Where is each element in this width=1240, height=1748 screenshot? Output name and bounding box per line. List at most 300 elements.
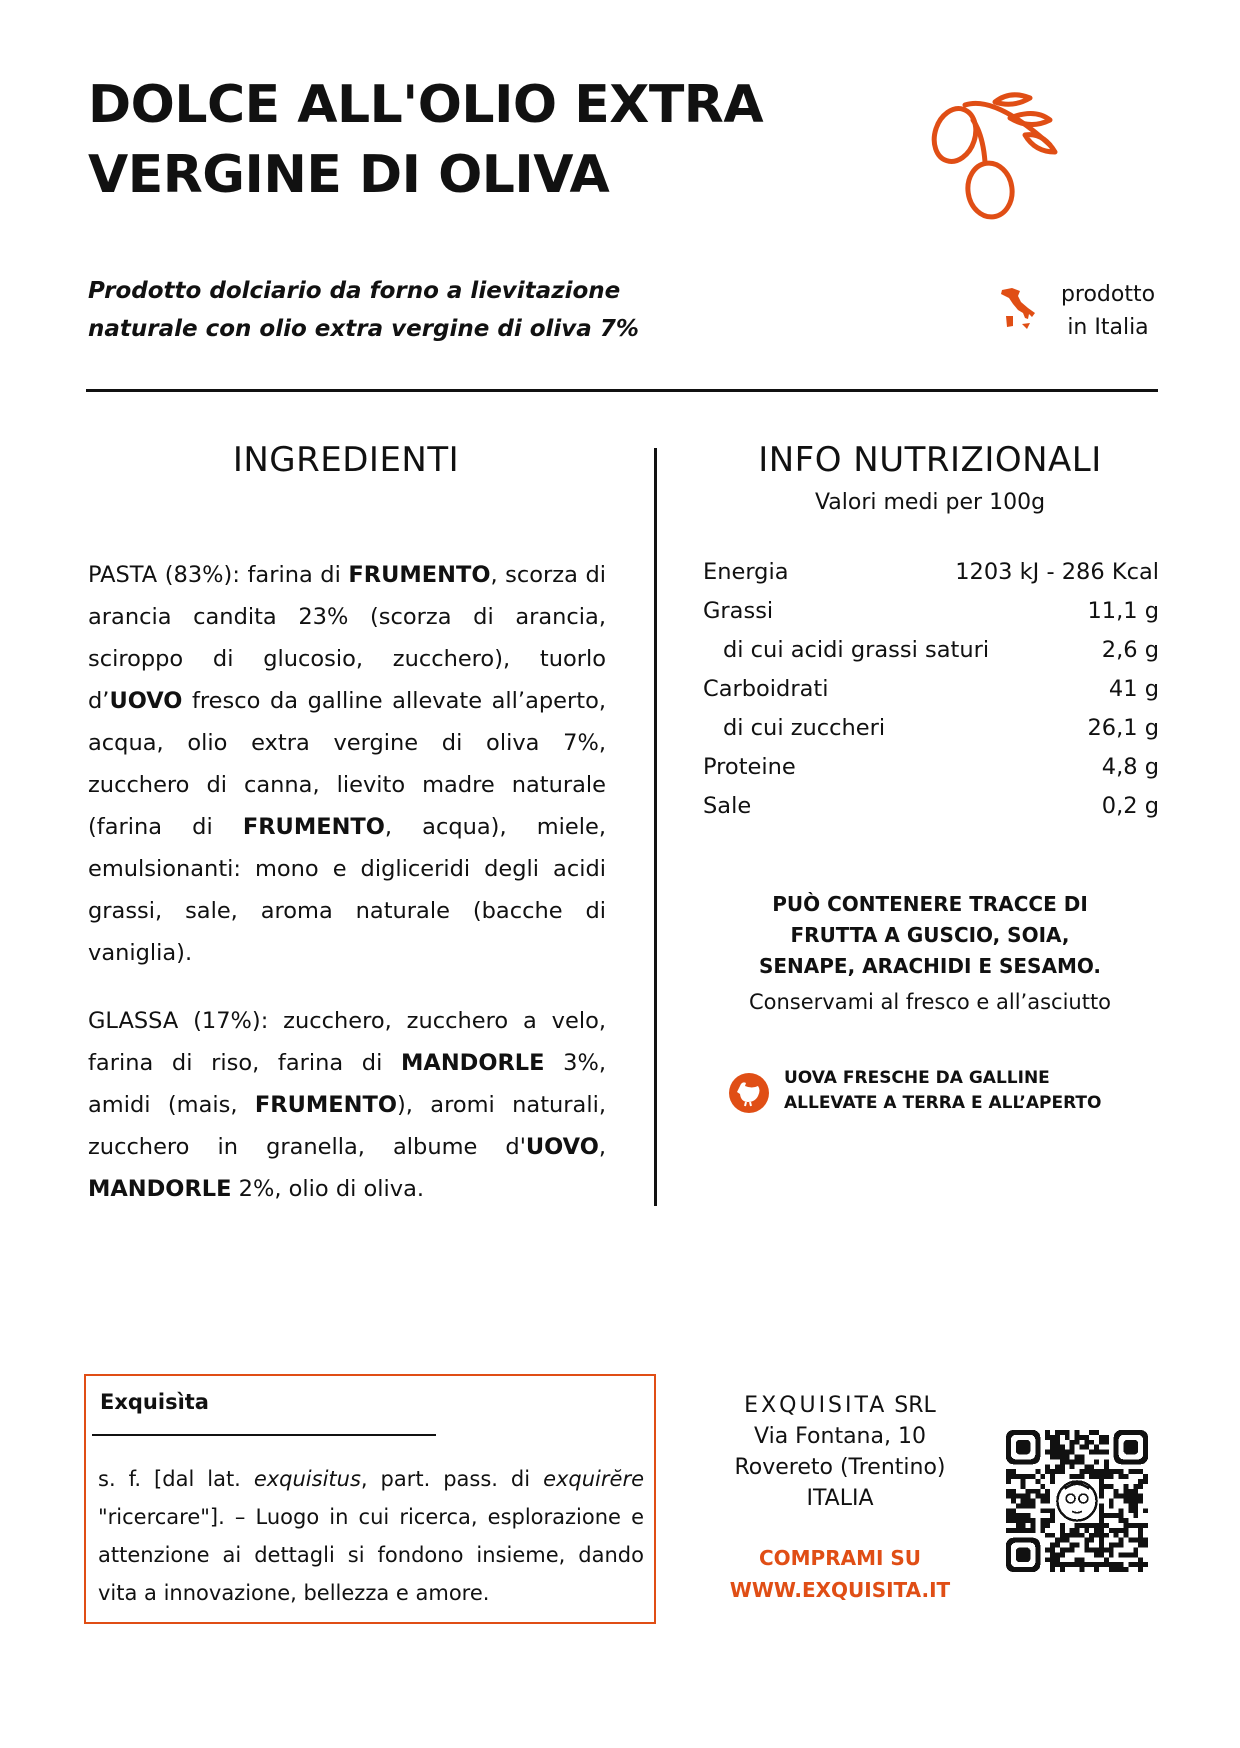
qr-module — [1128, 1508, 1133, 1513]
qr-module — [1119, 1562, 1124, 1567]
qr-module — [1045, 1508, 1050, 1513]
qr-module — [1060, 1430, 1065, 1435]
qr-module — [1138, 1557, 1143, 1562]
qr-module — [1114, 1494, 1119, 1499]
qr-module — [1050, 1567, 1055, 1572]
qr-module — [1124, 1489, 1129, 1494]
qr-module — [1128, 1538, 1133, 1543]
address-country: ITALIA — [806, 1486, 874, 1511]
qr-module — [1079, 1454, 1084, 1459]
qr-module — [1016, 1528, 1021, 1533]
nutrient-value: 11,1 g — [1087, 598, 1159, 624]
qr-module — [1109, 1543, 1114, 1548]
qr-module — [1006, 1508, 1011, 1513]
qr-module — [1133, 1499, 1138, 1504]
olive-branch-icon — [925, 90, 1065, 220]
qr-module — [1124, 1567, 1129, 1572]
nutrient-label: Grassi — [703, 598, 774, 624]
qr-module — [1070, 1543, 1075, 1548]
qr-module — [1119, 1513, 1124, 1518]
qr-module — [1099, 1562, 1104, 1567]
qr-module — [1094, 1552, 1099, 1557]
qr-module — [1089, 1430, 1094, 1435]
qr-module — [1084, 1528, 1089, 1533]
qr-module — [1104, 1533, 1109, 1538]
qr-module — [1021, 1494, 1026, 1499]
qr-module — [1045, 1557, 1050, 1562]
definition-divider — [92, 1434, 436, 1436]
eggs-text — [784, 1066, 1164, 1116]
qr-module — [1075, 1557, 1080, 1562]
qr-module — [1026, 1489, 1031, 1494]
qr-module — [1030, 1503, 1035, 1508]
qr-module — [1089, 1523, 1094, 1528]
qr-module — [1109, 1474, 1114, 1479]
qr-module — [1099, 1489, 1104, 1494]
product-title — [88, 70, 848, 210]
qr-module — [1026, 1518, 1031, 1523]
qr-module — [1016, 1503, 1021, 1508]
qr-module — [1070, 1528, 1075, 1533]
qr-module — [1070, 1464, 1075, 1469]
qr-module — [1114, 1513, 1119, 1518]
qr-module — [1138, 1494, 1143, 1499]
qr-module — [1099, 1543, 1104, 1548]
qr-module — [1035, 1494, 1040, 1499]
nutrition-row — [703, 592, 1159, 631]
qr-module — [1104, 1474, 1109, 1479]
qr-module — [1138, 1567, 1143, 1572]
qr-module — [1006, 1474, 1011, 1479]
qr-module — [1114, 1543, 1119, 1548]
title-line-1: DOLCE ALL'OLIO EXTRA — [88, 75, 764, 135]
qr-module — [1099, 1533, 1104, 1538]
qr-module — [1104, 1435, 1109, 1440]
qr-module — [1119, 1567, 1124, 1572]
qr-module — [1060, 1562, 1065, 1567]
qr-module — [1026, 1513, 1031, 1518]
qr-module — [1050, 1454, 1055, 1459]
qr-module — [1026, 1499, 1031, 1504]
qr-module — [1045, 1518, 1050, 1523]
qr-module — [1104, 1484, 1109, 1489]
nutrition-row — [703, 553, 1159, 592]
qr-module — [1133, 1513, 1138, 1518]
nutrient-value: 26,1 g — [1087, 715, 1159, 741]
qr-module — [1045, 1494, 1050, 1499]
nutrition-row — [703, 631, 1159, 670]
qr-module — [1114, 1567, 1119, 1572]
qr-module — [1065, 1562, 1070, 1567]
qr-module — [1021, 1499, 1026, 1504]
address-line-2: Rovereto (Trentino) — [734, 1455, 946, 1480]
qr-module — [1099, 1552, 1104, 1557]
qr-module — [1089, 1474, 1094, 1479]
qr-module — [1060, 1528, 1065, 1533]
qr-module — [1050, 1548, 1055, 1553]
website-url[interactable]: WWW.EXQUISITA.IT — [729, 1578, 951, 1602]
qr-module — [1119, 1508, 1124, 1513]
qr-module — [1104, 1548, 1109, 1553]
qr-module — [1084, 1445, 1089, 1450]
qr-module — [1065, 1450, 1070, 1455]
qr-module — [1075, 1533, 1080, 1538]
qr-module — [1124, 1474, 1129, 1479]
qr-module — [1143, 1562, 1148, 1567]
qr-module — [1084, 1464, 1089, 1469]
qr-module — [1128, 1494, 1133, 1499]
qr-module — [1070, 1533, 1075, 1538]
qr-module — [1119, 1538, 1124, 1543]
qr-module — [1030, 1489, 1035, 1494]
qr-module — [1079, 1445, 1084, 1450]
nutrition-row — [703, 670, 1159, 709]
allergen-highlight: FRUMENTO — [254, 1092, 397, 1118]
qr-module — [1060, 1459, 1065, 1464]
qr-module — [1124, 1552, 1129, 1557]
qr-module — [1079, 1533, 1084, 1538]
qr-module — [1021, 1518, 1026, 1523]
qr-module — [1099, 1503, 1104, 1508]
qr-module — [1094, 1469, 1099, 1474]
qr-module — [1079, 1562, 1084, 1567]
qr-module — [1045, 1464, 1050, 1469]
qr-module — [1099, 1474, 1104, 1479]
qr-module — [1119, 1474, 1124, 1479]
nutrient-value: 41 g — [1108, 676, 1159, 702]
qr-module — [1065, 1548, 1070, 1553]
qr-module — [1079, 1469, 1084, 1474]
ingredients-list — [88, 554, 606, 1210]
company-name — [700, 1390, 980, 1421]
qr-module — [1099, 1484, 1104, 1489]
qr-module — [1006, 1518, 1011, 1523]
qr-module — [1070, 1548, 1075, 1553]
qr-module — [1026, 1503, 1031, 1508]
qr-module — [1133, 1562, 1138, 1567]
qr-module — [1050, 1450, 1055, 1455]
qr-module — [1016, 1513, 1021, 1518]
definition-text: s. f. [dal lat. exquisitus, part. pass. di exquirĕre "ricercare"]. – Luogo in cui ricerca, esplorazione e attenzione ai dettagli si fondono insieme, dando vita a innovazione, bellezza e amore. — [98, 1467, 644, 1605]
qr-module — [1070, 1562, 1075, 1567]
qr-module — [1040, 1474, 1045, 1479]
qr-module — [1143, 1508, 1148, 1513]
qr-module — [1040, 1523, 1045, 1528]
qr-module — [1119, 1543, 1124, 1548]
qr-module — [1040, 1508, 1045, 1513]
qr-module — [1109, 1548, 1114, 1553]
qr-module — [1084, 1469, 1089, 1474]
qr-module — [1016, 1518, 1021, 1523]
qr-module — [1045, 1435, 1050, 1440]
qr-module — [1094, 1528, 1099, 1533]
qr-module — [1055, 1562, 1060, 1567]
qr-module — [1099, 1469, 1104, 1474]
qr-module — [1119, 1518, 1124, 1523]
qr-module — [1133, 1548, 1138, 1553]
qr-module — [1104, 1450, 1109, 1455]
qr-module — [1011, 1494, 1016, 1499]
qr-module — [1124, 1518, 1129, 1523]
nutrition-row — [703, 748, 1159, 787]
ingredients-pasta: PASTA (83%): farina di FRUMENTO, scorza di arancia candita 23% (scorza di arancia, sciroppo di glucosio, zucchero), tuorlo d’UOVO fresco da galline allevate all’aperto, acqua, olio extra vergine di oliva 7%, zucchero di canna, lievito madre naturale (farina di FRUMENTO, acqua), miele, emulsionanti: mono e digliceridi degli acidi grassi, sale, aroma naturale (bacche di vaniglia). — [88, 562, 607, 966]
allergen-highlight: FRUMENTO — [242, 814, 385, 840]
qr-module — [1104, 1464, 1109, 1469]
qr-code-icon[interactable] — [1006, 1430, 1148, 1572]
qr-module — [1133, 1538, 1138, 1543]
qr-module — [1128, 1552, 1133, 1557]
qr-module — [1006, 1489, 1011, 1494]
qr-module — [1006, 1528, 1011, 1533]
qr-module — [1089, 1538, 1094, 1543]
qr-module — [1035, 1469, 1040, 1474]
qr-module — [1065, 1533, 1070, 1538]
qr-module — [1065, 1459, 1070, 1464]
qr-module — [1094, 1548, 1099, 1553]
qr-module — [1099, 1435, 1104, 1440]
subtitle-line-2: naturale con olio extra vergine di oliva 7% — [88, 316, 639, 342]
qr-module — [1094, 1523, 1099, 1528]
qr-module — [1099, 1508, 1104, 1513]
origin-text — [1043, 278, 1173, 344]
qr-module — [1075, 1440, 1080, 1445]
hen-icon — [728, 1072, 770, 1114]
qr-module — [1045, 1489, 1050, 1494]
qr-module — [1099, 1518, 1104, 1523]
qr-module — [1030, 1474, 1035, 1479]
qr-module — [1060, 1464, 1065, 1469]
qr-module — [1045, 1430, 1050, 1435]
qr-center-face-icon — [1057, 1481, 1096, 1520]
qr-module — [1060, 1567, 1065, 1572]
qr-module — [1026, 1474, 1031, 1479]
qr-module — [1084, 1538, 1089, 1543]
qr-module — [1133, 1469, 1138, 1474]
qr-module — [1109, 1499, 1114, 1504]
qr-module — [1094, 1474, 1099, 1479]
nutrient-label: Sale — [703, 793, 752, 819]
qr-module — [1094, 1430, 1099, 1435]
qr-module — [1055, 1430, 1060, 1435]
origin-line-1: prodotto — [1060, 282, 1156, 307]
qr-module — [1128, 1469, 1133, 1474]
qr-module — [1026, 1528, 1031, 1533]
qr-module — [1109, 1469, 1114, 1474]
qr-module — [1133, 1508, 1138, 1513]
qr-module — [1109, 1528, 1114, 1533]
latin-word: exquirĕre — [543, 1467, 644, 1491]
qr-module — [1060, 1523, 1065, 1528]
qr-module — [1079, 1474, 1084, 1479]
qr-module — [1138, 1538, 1143, 1543]
qr-module — [1050, 1440, 1055, 1445]
qr-module — [1050, 1479, 1055, 1484]
qr-module — [1050, 1552, 1055, 1557]
qr-module — [1099, 1548, 1104, 1553]
nutrition-subheading: Valori medi per 100g — [814, 490, 1046, 515]
qr-module — [1050, 1533, 1055, 1538]
qr-module — [1104, 1562, 1109, 1567]
qr-module — [1138, 1562, 1143, 1567]
qr-module — [1011, 1499, 1016, 1504]
qr-module — [1124, 1528, 1129, 1533]
qr-module — [1133, 1484, 1138, 1489]
qr-module — [1060, 1552, 1065, 1557]
qr-module — [1070, 1459, 1075, 1464]
qr-module — [1050, 1435, 1055, 1440]
qr-module — [1104, 1459, 1109, 1464]
qr-module — [1040, 1528, 1045, 1533]
qr-module — [1099, 1523, 1104, 1528]
qr-module — [1143, 1479, 1148, 1484]
qr-module — [1021, 1484, 1026, 1489]
qr-module — [1089, 1562, 1094, 1567]
qr-module — [1016, 1523, 1021, 1528]
nutrient-label: Energia — [703, 559, 789, 585]
qr-module — [1075, 1454, 1080, 1459]
qr-module — [1138, 1533, 1143, 1538]
qr-module — [1084, 1435, 1089, 1440]
qr-module — [1021, 1513, 1026, 1518]
qr-module — [1050, 1513, 1055, 1518]
qr-module — [1109, 1567, 1114, 1572]
qr-module — [1030, 1528, 1035, 1533]
qr-module — [1133, 1489, 1138, 1494]
company-info — [700, 1390, 980, 1514]
qr-module — [1099, 1479, 1104, 1484]
qr-module — [1050, 1508, 1055, 1513]
qr-module — [1109, 1503, 1114, 1508]
qr-module — [1138, 1523, 1143, 1528]
qr-module — [1089, 1533, 1094, 1538]
qr-module — [1138, 1543, 1143, 1548]
qr-module — [1055, 1469, 1060, 1474]
qr-module — [1045, 1533, 1050, 1538]
qr-module — [1138, 1484, 1143, 1489]
column-divider — [654, 448, 657, 1206]
qr-module — [1099, 1450, 1104, 1455]
product-subtitle — [88, 272, 708, 348]
qr-module — [1089, 1464, 1094, 1469]
qr-module — [1016, 1494, 1021, 1499]
qr-module — [1011, 1489, 1016, 1494]
qr-module — [1011, 1518, 1016, 1523]
qr-module — [1124, 1523, 1129, 1528]
address-line-1: Via Fontana, 10 — [754, 1424, 926, 1449]
qr-module — [1011, 1528, 1016, 1533]
qr-module — [1070, 1474, 1075, 1479]
qr-module — [1065, 1435, 1070, 1440]
qr-module — [1099, 1528, 1104, 1533]
qr-module — [1119, 1528, 1124, 1533]
qr-module — [1006, 1469, 1011, 1474]
qr-module — [1030, 1518, 1035, 1523]
ingredients-heading: INGREDIENTI — [232, 440, 460, 480]
qr-module — [1050, 1543, 1055, 1548]
latin-word: exquisitus — [253, 1467, 361, 1491]
title-line-2: VERGINE DI OLIVA — [88, 145, 610, 205]
qr-module — [1075, 1528, 1080, 1533]
allergen-line-1: PUÒ CONTENERE TRACCE DI — [772, 892, 1088, 916]
qr-module — [1075, 1474, 1080, 1479]
qr-module — [1124, 1499, 1129, 1504]
qr-module — [1040, 1518, 1045, 1523]
qr-module — [1099, 1440, 1104, 1445]
qr-module — [1065, 1454, 1070, 1459]
qr-module — [1143, 1474, 1148, 1479]
qr-module — [1094, 1562, 1099, 1567]
qr-module — [1084, 1548, 1089, 1553]
qr-module — [1011, 1474, 1016, 1479]
qr-module — [1055, 1543, 1060, 1548]
qr-module — [1124, 1484, 1129, 1489]
nutrition-row — [703, 709, 1159, 748]
qr-module — [1099, 1494, 1104, 1499]
brand-name: EXQUISITA — [744, 1393, 888, 1418]
qr-module — [1084, 1543, 1089, 1548]
allergen-highlight: MANDORLE — [401, 1050, 545, 1076]
allergen-highlight: MANDORLE — [88, 1176, 232, 1202]
qr-module — [1114, 1562, 1119, 1567]
nutrient-value: 2,6 g — [1101, 637, 1159, 663]
ingredients-glassa: GLASSA (17%): zucchero, zucchero a velo, farina di riso, farina di MANDORLE 3%, amidi (mais, FRUMENTO), aromi naturali, zucchero in granella, albume d'UOVO, MANDORLE 2%, olio di oliva. — [88, 1008, 607, 1202]
qr-module — [1065, 1538, 1070, 1543]
qr-module — [1055, 1435, 1060, 1440]
qr-module — [1011, 1513, 1016, 1518]
qr-module — [1026, 1494, 1031, 1499]
eggs-line-2: ALLEVATE A TERRA E ALL’APERTO — [784, 1093, 1102, 1113]
nutrient-label: di cui zuccheri — [723, 715, 886, 741]
qr-module — [1050, 1445, 1055, 1450]
qr-module — [1094, 1567, 1099, 1572]
qr-module — [1021, 1503, 1026, 1508]
qr-module — [1006, 1494, 1011, 1499]
qr-module — [1128, 1503, 1133, 1508]
allergen-line-3: SENAPE, ARACHIDI E SESAMO. — [758, 954, 1102, 978]
qr-module — [1075, 1523, 1080, 1528]
qr-module — [1133, 1503, 1138, 1508]
qr-module — [1079, 1557, 1084, 1562]
qr-module — [1060, 1533, 1065, 1538]
qr-module — [1079, 1459, 1084, 1464]
qr-module — [1104, 1469, 1109, 1474]
qr-module — [1045, 1523, 1050, 1528]
qr-module — [1060, 1538, 1065, 1543]
qr-module — [1133, 1552, 1138, 1557]
qr-module — [1011, 1508, 1016, 1513]
qr-module — [1138, 1479, 1143, 1484]
qr-module — [1075, 1459, 1080, 1464]
qr-module — [1143, 1523, 1148, 1528]
qr-module — [1055, 1440, 1060, 1445]
qr-module — [1089, 1469, 1094, 1474]
qr-module — [1114, 1489, 1119, 1494]
shop-link[interactable] — [700, 1542, 980, 1606]
nutrient-value: 4,8 g — [1101, 754, 1159, 780]
allergen-highlight: UOVO — [109, 688, 183, 714]
qr-module — [1060, 1450, 1065, 1455]
qr-module — [1030, 1523, 1035, 1528]
qr-module — [1006, 1513, 1011, 1518]
qr-module — [1021, 1474, 1026, 1479]
qr-module — [1050, 1562, 1055, 1567]
qr-module — [1109, 1513, 1114, 1518]
qr-module — [1070, 1440, 1075, 1445]
qr-module — [1128, 1489, 1133, 1494]
qr-module — [1065, 1430, 1070, 1435]
qr-module — [1143, 1538, 1148, 1543]
qr-module — [1143, 1543, 1148, 1548]
